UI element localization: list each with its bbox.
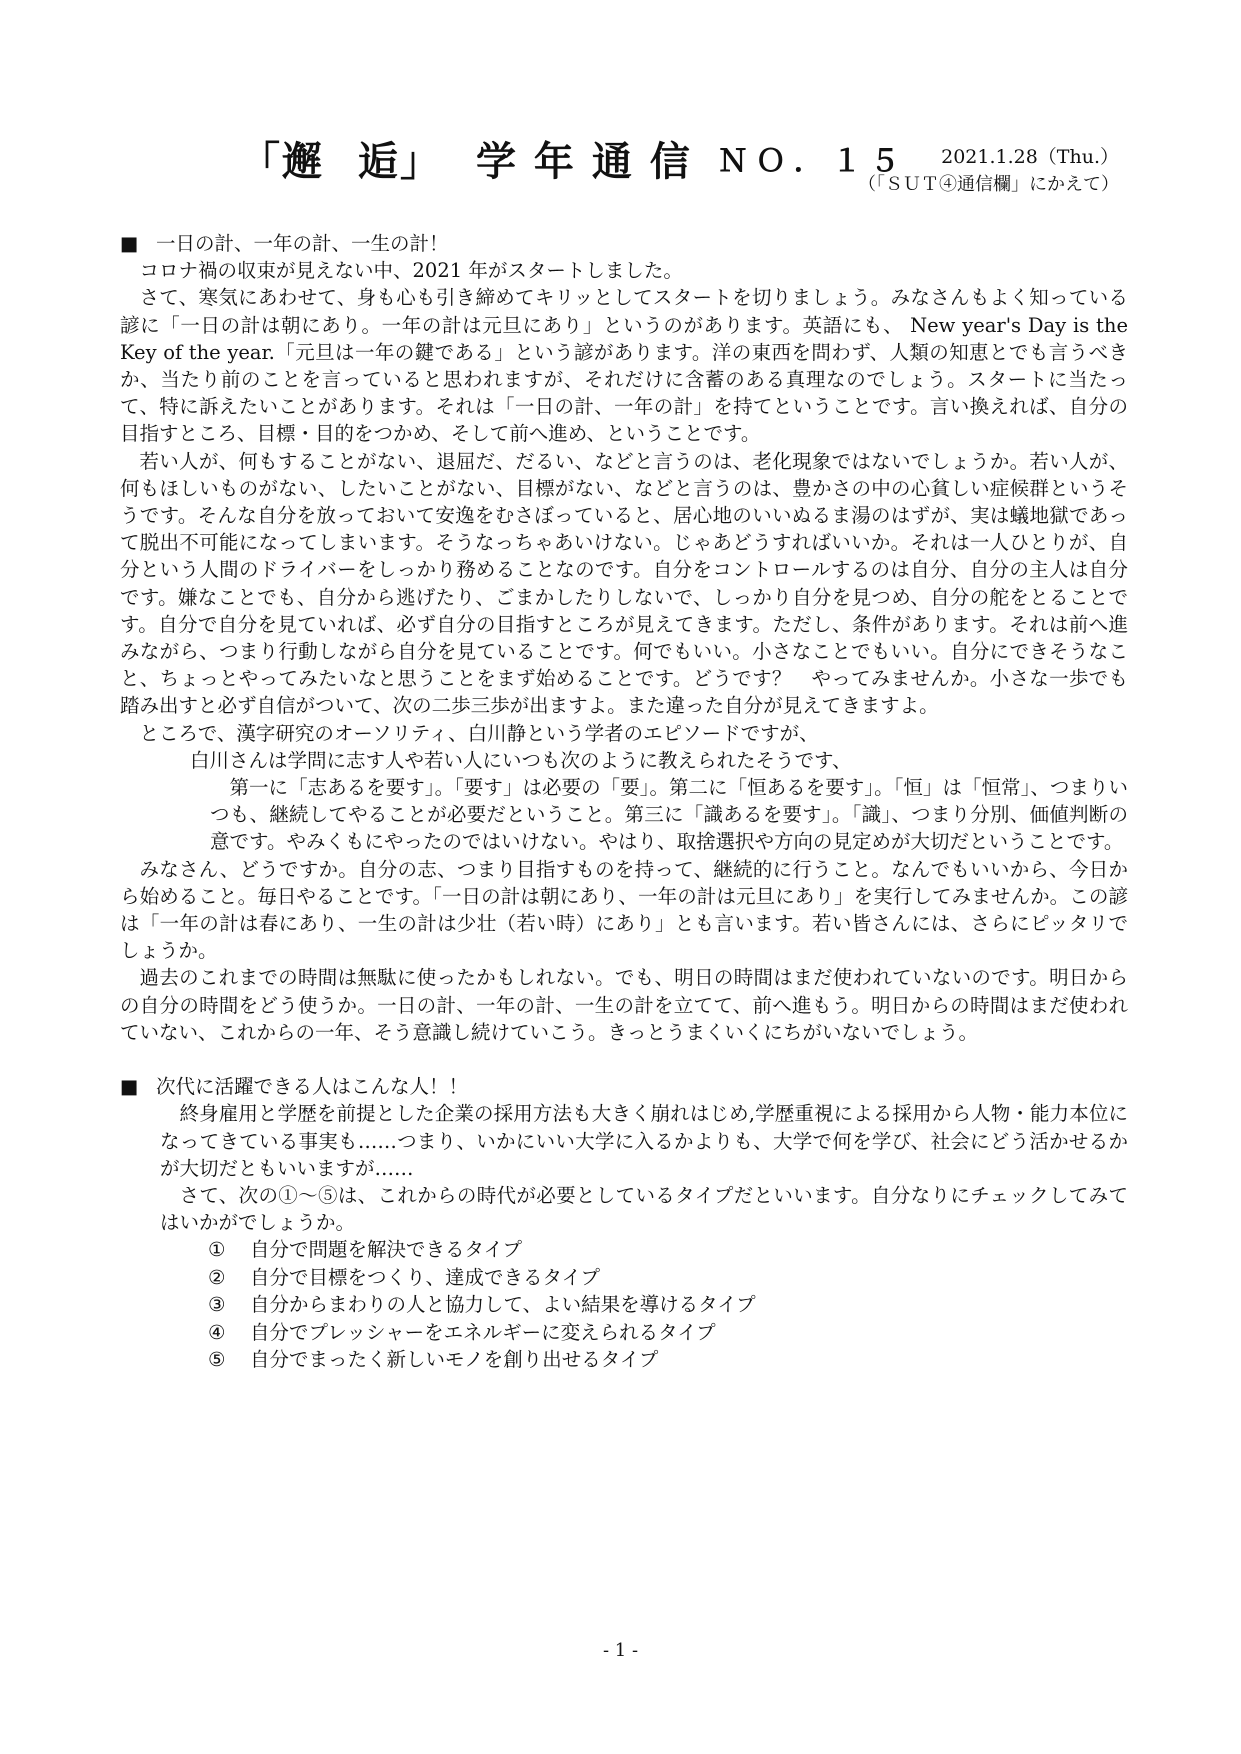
section-2-heading-text: 次代に活躍できる人はこんな人！！ bbox=[156, 1075, 469, 1099]
title-part-1: 「邂 bbox=[240, 139, 324, 185]
shirakawa-quote: 第一に「志あるを要す」。「要す」は必要の「要」。第二に「恒あるを要す」。「恒」は「恒常」、つまりいつも、継続してやることが必要だということ。第三に「識あるを要す」。「識」、つまり分別、価値判断の意です。やみくもにやったのではいけない。やはり、取捨選択や方向の見定めが大切だということです。 bbox=[210, 776, 1128, 854]
newsletter-title bbox=[240, 130, 908, 187]
quote-intro: 白川さんは学問に志す人や若い人にいつも次のように教えられたそうです、 bbox=[190, 748, 852, 772]
circled-number: ① bbox=[208, 1238, 226, 1262]
square-bullet-icon: ■ bbox=[120, 232, 139, 255]
page-number: - 1 - bbox=[602, 1640, 639, 1661]
list-item bbox=[208, 1346, 1128, 1374]
newsletter-body bbox=[120, 230, 1128, 1374]
section-1-paragraph: コロナ禍の収束が見えない中、2021 年がスタートしました。 bbox=[139, 259, 683, 283]
section-1-heading-text: 一日の計、一年の計、一生の計！ bbox=[156, 232, 449, 255]
issue-number: ＮＯ．１５ bbox=[717, 144, 908, 179]
section-2-paragraph: さて、次の①～⑤は、これからの時代が必要としているタイプだといいます。自分なりにチェックしてみてはいかがでしょうか。 bbox=[160, 1183, 1128, 1235]
section-1-paragraph: ところで、漢字研究のオーソリティ、白川静という学者のエピソードですが、 bbox=[139, 721, 819, 745]
list-item bbox=[208, 1319, 1128, 1347]
title-part-2: 逅」 bbox=[358, 139, 442, 185]
section-1-paragraph: 若い人が、何もすることがない、退屈だ、だるい、などと言うのは、老化現象ではないでしょうか。若い人が、何もほしいものがない、したいことがない、目標がない、などと言うのは、豊かさの中の心貧しい症候群というそうです。そんな自分を放っておいて安逸をむさぼっていると、居心地のいいぬるま湯のはずが、実は蟻地獄であって脱出不可能になってしまいます。そうなっちゃあいけない。じゃあどうすればいいか。それは一人ひとりが、自分という人間のドライバーをしっかり務めることなのです。自分をコントロールするのは自分、自分の主人は自分です。嫌なことでも、自分から逃げたり、ごまかしたりしないで、しっかり自分を見つめ、自分の舵をとることです。自分で自分を見ていれば、必ず自分の目指すところが見えてきます。ただし、条件があります。それは前へ進みながら、つまり行動しながら自分を見ていることです。何でもいい。小さなことでもいい。自分にできそうなこと、ちょっとやってみたいなと思うことをまず始めることです。どうです？ やってみませんか。小さな一歩でも踏み出すと必ず自信がついて、次の二歩三歩が出ますよ。また違った自分が見えてきますよ。 bbox=[120, 449, 1128, 718]
issue-date: 2021.1.28（Thu.） bbox=[941, 146, 1119, 168]
section-1-closing: みなさん、どうですか。自分の志、つまり目指すものを持って、継続的に行うこと。なんでもいいから、今日から始めること。毎日やることです。「一日の計は朝にあり、一年の計は元旦にあり」を実行してみませんか。この諺は「一年の計は春にあり、一生の計は少壮（若い時）にあり」とも言います。若い皆さんには、さらにピッタリでしょうか。 bbox=[120, 857, 1128, 963]
section-1-paragraph: さて、寒気にあわせて、身も心も引き締めてキリッとしてスタートを切りましょう。みなさんもよく知っている諺に「一日の計は朝にあり。一年の計は元旦にあり」というのがあります。英語にも、 New year's Day is the Key of the year.「元旦は一年の鍵である」という諺があります。洋の東西を問わず、人類の知恵とでも言うべきか、当たり前のことを言っていると思われますが、それだけに含蓄のある真理なのでしょう。スタートに当たって、特に訴えたいことがあります。それは「一日の計、一年の計」を持てということです。言い換えれば、自分の目指すところ、目標・目的をつかめ、そして前へ進め、ということです。 bbox=[120, 286, 1128, 446]
circled-number: ② bbox=[208, 1265, 226, 1289]
subnote: （「ＳＵＴ④通信欄」にかえて） bbox=[858, 174, 1119, 195]
circled-number: ⑤ bbox=[208, 1348, 226, 1372]
title-part-3: 学 年 通 信 bbox=[476, 139, 692, 185]
section-2-heading bbox=[120, 1073, 1128, 1100]
circled-number: ④ bbox=[208, 1320, 226, 1344]
list-item bbox=[208, 1291, 1128, 1319]
list-item bbox=[208, 1264, 1128, 1292]
type-text: 自分でプレッシャーをエネルギーに変えられるタイプ bbox=[250, 1320, 716, 1344]
section-1-closing: 過去のこれまでの時間は無駄に使ったかもしれない。でも、明日の時間はまだ使われていないのです。明日からの自分の時間をどう使うか。一日の計、一年の計、一生の計を立てて、前へ進もう。明日からの時間はまだ使われていない、これからの一年、そう意識し続けていこう。きっとうまくいくにちがいないでしょう。 bbox=[120, 966, 1128, 1044]
type-text: 自分で目標をつくり、達成できるタイプ bbox=[250, 1265, 601, 1289]
section-1-heading bbox=[120, 230, 1128, 257]
circled-number: ③ bbox=[208, 1293, 226, 1317]
type-text: 自分で問題を解決できるタイプ bbox=[250, 1238, 523, 1262]
type-text: 自分からまわりの人と協力して、よい結果を導けるタイプ bbox=[250, 1293, 756, 1317]
section-2-paragraph: 終身雇用と学歴を前提とした企業の採用方法も大きく崩れはじめ,学歴重視による採用から人物・能力本位になってきている事実も……つまり、いかにいい大学に入るかよりも、大学で何を学び、社会にどう活かせるかが大切だともいいますが…… bbox=[160, 1102, 1128, 1180]
type-text: 自分でまったく新しいモノを創り出せるタイプ bbox=[250, 1348, 659, 1372]
square-bullet-icon: ■ bbox=[120, 1075, 139, 1099]
type-list bbox=[120, 1236, 1128, 1374]
list-item bbox=[208, 1236, 1128, 1264]
